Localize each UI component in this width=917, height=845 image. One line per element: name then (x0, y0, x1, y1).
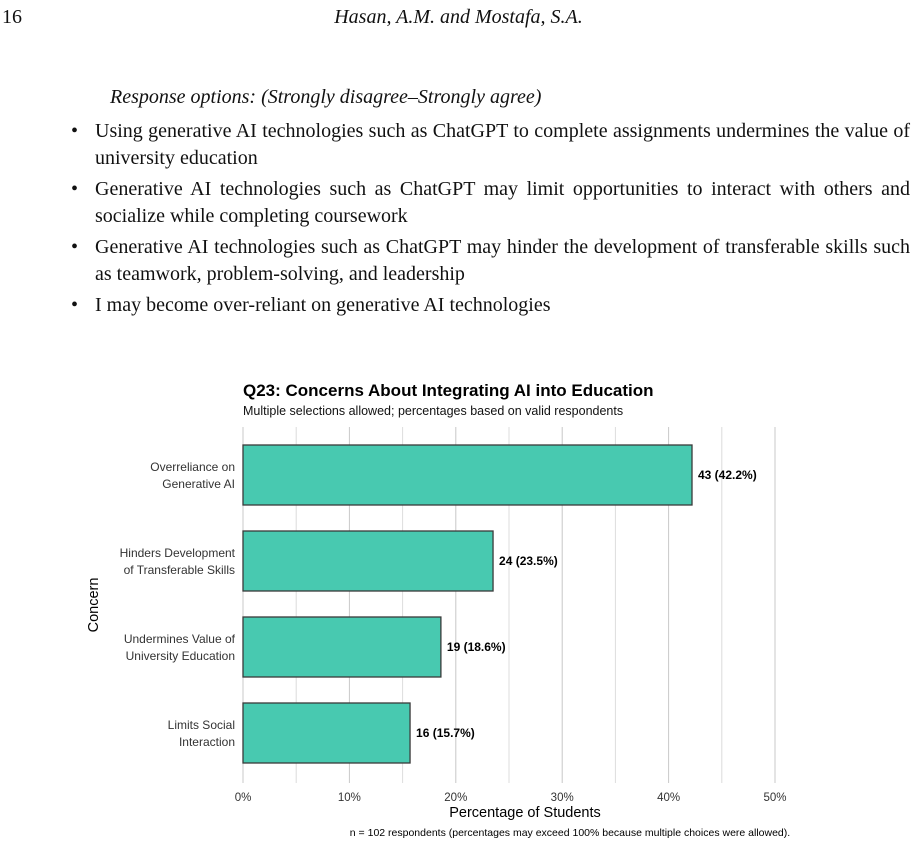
list-item-text: Generative AI technologies such as ChatGPT may hinder the development of transferable skills such as teamwork, problem-solving, and leadership (95, 236, 910, 285)
bar (243, 617, 441, 677)
y-axis-label: Concern (86, 577, 102, 633)
x-tick-label: 40% (657, 792, 681, 804)
list-item-text: Generative AI technologies such as ChatGPT may limit opportunities to interact with others and socialize while completing coursework (95, 178, 910, 227)
chart-footnote: n = 102 respondents (percentages may exceed 100% because multiple choices were allowed). (349, 827, 791, 839)
bar-data-label: 16 (15.7%) (416, 726, 475, 740)
response-options-label: Response options: (Strongly disagree–Strongly agree) (110, 86, 542, 108)
y-tick-label: Overreliance on (150, 460, 235, 474)
y-tick-label: Limits Social (167, 718, 235, 732)
x-axis-label: Percentage of Students (449, 805, 601, 821)
x-tick-label: 10% (337, 792, 361, 804)
x-tick-label: 0% (234, 792, 252, 804)
chart-bars (243, 445, 692, 763)
page-number: 16 (2, 6, 22, 28)
chart-labels (120, 460, 787, 804)
list-item (71, 292, 910, 319)
bullet-icon: • (71, 294, 79, 316)
list-item-text: I may become over-reliant on generative AI technologies (95, 294, 551, 316)
chart-subtitle: Multiple selections allowed; percentages based on valid respondents (243, 404, 624, 418)
x-tick-label: 50% (763, 792, 787, 804)
running-header: Hasan, A.M. and Mostafa, S.A. (334, 6, 583, 28)
list-item-text: Using generative AI technologies such as ChatGPT to complete assignments undermines the value of university education (95, 120, 910, 169)
y-tick-label: Generative AI (162, 477, 235, 491)
y-tick-label: of Transferable Skills (123, 563, 235, 577)
y-tick-label: Undermines Value of (123, 632, 235, 646)
bar-data-label: 24 (23.5%) (499, 554, 558, 568)
bullet-icon: • (71, 178, 79, 200)
concerns-bar-chart (0, 370, 917, 845)
x-tick-label: 20% (444, 792, 468, 804)
bullet-icon: • (71, 120, 79, 142)
x-tick-label: 30% (550, 792, 574, 804)
list-item (71, 234, 910, 288)
list-item (71, 118, 910, 172)
bar (243, 531, 493, 591)
bullet-icon: • (71, 236, 79, 258)
survey-items-list (71, 118, 910, 323)
chart-title: Q23: Concerns About Integrating AI into Education (243, 381, 654, 400)
y-tick-label: Interaction (178, 735, 235, 749)
y-tick-label: Hinders Development (119, 546, 235, 560)
bar-data-label: 19 (18.6%) (446, 640, 506, 654)
bar (243, 445, 692, 505)
y-tick-label: University Education (125, 649, 235, 663)
list-item (71, 176, 910, 230)
bar-data-label: 43 (42.2%) (698, 468, 757, 482)
bar (243, 703, 410, 763)
